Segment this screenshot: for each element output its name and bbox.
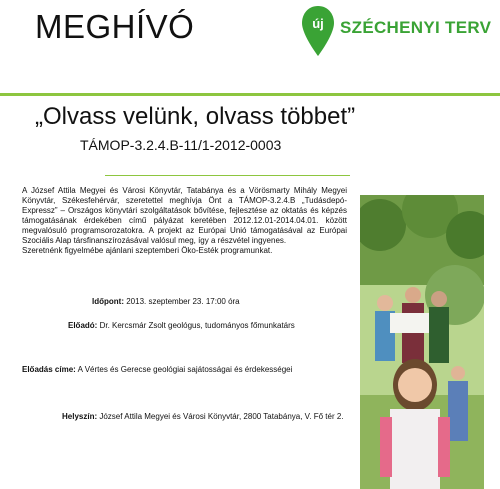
invitation-body (22, 186, 347, 256)
time-row (92, 297, 240, 306)
venue-row (62, 412, 344, 421)
family-photo (360, 195, 484, 489)
time-label: Időpont: (92, 297, 124, 306)
talk-title-row (22, 365, 292, 374)
body-paragraph-2: Szeretnénk figyelmébe ajánlani szeptemberi Öko-Esték programunkat. (22, 246, 273, 255)
talk-title-label: Előadás címe: (22, 365, 76, 374)
venue-value: József Attila Megyei és Városi Könyvtár, 2800 Tatabánya, V. Fő tér 2. (99, 412, 344, 421)
svg-text:új: új (312, 16, 324, 31)
map-pin-logo-icon (300, 4, 336, 58)
page-title: MEGHÍVÓ (35, 8, 195, 45)
talk-title-value: A Vértes és Gerecse geológiai sajátosságai és érdekességei (77, 365, 293, 374)
venue-label: Helyszín: (62, 412, 98, 421)
speaker-row (68, 321, 295, 330)
speaker-label: Előadó: (68, 321, 98, 330)
time-value: 2013. szeptember 23. 17:00 óra (126, 297, 240, 306)
szechenyi-terv-logo (300, 4, 490, 58)
brand-name: SZÉCHENYI TERV (340, 18, 492, 37)
project-code: TÁMOP-3.2.4.B-11/1-2012-0003 (80, 137, 282, 153)
speaker-value: Dr. Kercsmár Zsolt geológus, tudományos főmunkatárs (99, 321, 295, 330)
section-divider (105, 175, 350, 176)
header-divider (0, 93, 500, 96)
body-paragraph-1: A József Attila Megyei és Városi Könyvtár, Tatabánya és a Vörösmarty Mihály Megyei Könyvtár, Székesfehérvár, szeretettel meghívja Önt a TÁMOP-3.2.4.B „Tudásdepó-Expressz” – Országos könyvtári szolgáltatások bővítése, fejlesztése az oktatás és képzés támogatásának érdekében című pályázat keretében 2012.12.01-2014.04.01. között megvalósuló programsorozatokra. A projekt az Európai Unió támogatásával az Európai Szociális Alap társfinanszírozásával valósul meg, így a részvétel ingyenes. (22, 186, 347, 245)
event-headline: „Olvass velünk, olvass többet” (35, 103, 356, 130)
